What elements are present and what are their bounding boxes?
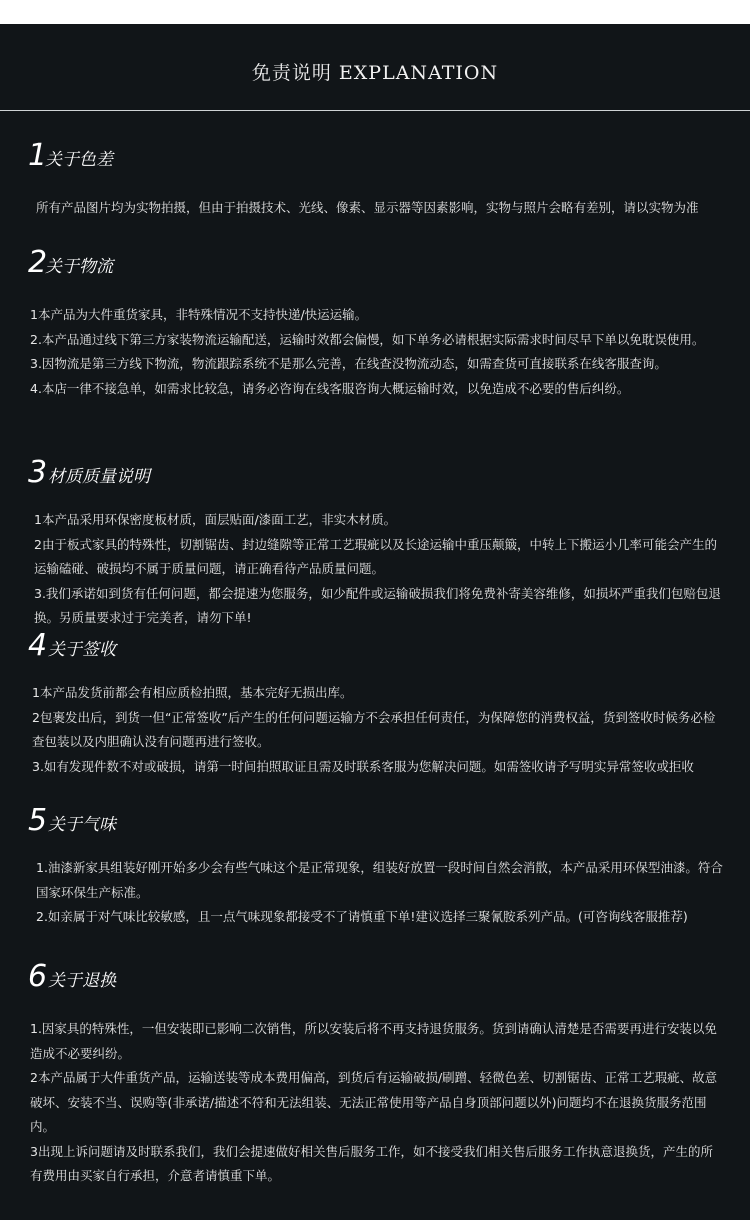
- section-number: 5: [28, 803, 48, 838]
- section-logistics: [0, 246, 750, 401]
- list-item: 3.如有发现件数不对或破损，请第一时间拍照取证且需及时联系客服为您解决问题。如需签收请予写明实异常签收或拒收: [32, 758, 694, 774]
- section-items: [0, 681, 750, 779]
- section-returns: [0, 960, 750, 1189]
- list-item: 2包裹发出后，到货一但“正常签收”后产生的任何问题运输方不会承担任何责任，为保障您的消费权益，货到签收时候务必检查包装以及内胆确认没有问题再进行签收。: [32, 709, 716, 749]
- list-item: 1.因家具的特殊性，一但安装即已影响二次销售，所以安装后将不再支持退货服务。货到请确认清楚是否需要再进行安装以免造成不必要纠纷。: [30, 1021, 717, 1061]
- section-heading: [0, 456, 750, 492]
- section-material-quality: [0, 456, 750, 631]
- list-item: 1.油漆新家具组装好刚开始多少会有些气味这个是正常现象，组装好放置一段时间自然会消散，本产品采用环保型油漆。符合国家环保生产标准。: [36, 860, 723, 900]
- list-item: 4.本店一律不接急单，如需求比较急，请务必咨询在线客服咨询大概运输时效，以免造成不必要的售后纠纷。: [30, 380, 630, 396]
- section-title: 关于气味: [48, 815, 116, 835]
- section-heading: [0, 960, 750, 996]
- section-items: [0, 856, 750, 930]
- section-heading: [0, 804, 750, 840]
- section-receipt: [0, 629, 750, 779]
- section-items: [0, 508, 750, 631]
- list-item: 2.如亲属于对气味比较敏感，且一点气味现象都接受不了请慎重下单!建议选择三聚氰胺系列产品。(可咨询线客服推荐): [36, 909, 688, 924]
- section-title: 关于物流: [45, 257, 113, 277]
- list-item: 2.本产品通过线下第三方家装物流运输配送，运输时效都会偏慢，如下单务必请根据实际需求时间尽早下单以免耽误使用。: [30, 331, 705, 347]
- section-items: [0, 1017, 750, 1189]
- list-item: 2由于板式家具的特殊性，切割锯齿、封边缝隙等正常工艺瑕疵以及长途运输中重压颠簸，中转上下搬运小几率可能会产生的运输磕碰、破损均不属于质量问题，请正确看待产品质量问题。: [34, 536, 717, 576]
- section-title: 关于色差: [45, 150, 113, 170]
- list-item: 2本产品属于大件重货产品，运输送装等成本费用偏高，到货后有运输破损/刷蹭、轻微色差、切割锯齿、正常工艺瑕疵、故意破坏、安装不当、误购等(非承诺/描述不符和无法组装、无法正常使用等产品自身顶部问题以外)问题均不在退换货服务范围内。: [30, 1070, 718, 1134]
- page-title: 免责说明 EXPLANATION: [251, 62, 499, 84]
- section-title: 关于签收: [48, 640, 116, 660]
- list-item: 3出现上诉问题请及时联系我们，我们会提速做好相关售后服务工作，如不接受我们相关售后服务工作执意退换货，产生的所有费用由买家自行承担，介意者请慎重下单。: [30, 1143, 713, 1183]
- list-item: 1本产品采用环保密度板材质，面层贴面/漆面工艺，非实木材质。: [34, 512, 397, 527]
- list-item: 1本产品为大件重货家具，非特殊情况不支持快递/快运运输。: [30, 307, 368, 322]
- section-heading: [0, 246, 750, 282]
- section-number: 2: [28, 245, 48, 280]
- section-heading: [0, 629, 750, 665]
- list-item: 所有产品图片均为实物拍摄，但由于拍摄技术、光线、像素、显示器等因素影响，实物与照片会略有差别，请以实物为准: [36, 200, 699, 215]
- explanation-panel: [0, 24, 750, 1220]
- section-title: 关于退换: [48, 971, 116, 991]
- header: [0, 24, 750, 111]
- section-title: 材质质量说明: [48, 467, 150, 487]
- section-number: 4: [28, 628, 48, 663]
- section-heading: [0, 139, 750, 175]
- section-number: 6: [28, 959, 48, 994]
- list-item: 3.我们承诺如到货有任何问题，都会提速为您服务，如少配件或运输破损我们将免费补寄美容维修，如损坏严重我们包赔包退换。另质量要求过于完美者，请勿下单!: [34, 585, 721, 625]
- section-number: 3: [28, 455, 48, 490]
- section-items: [0, 196, 750, 221]
- section-odor: [0, 804, 750, 930]
- section-number: 1: [28, 138, 48, 173]
- list-item: 3.因物流是第三方线下物流，物流跟踪系统不是那么完善，在线查没物流动态，如需查货可直接联系在线客服查询。: [30, 356, 667, 371]
- list-item: 1本产品发货前都会有相应质检拍照，基本完好无损出库。: [32, 685, 353, 700]
- section-color-difference: [0, 139, 750, 221]
- section-items: [0, 303, 750, 401]
